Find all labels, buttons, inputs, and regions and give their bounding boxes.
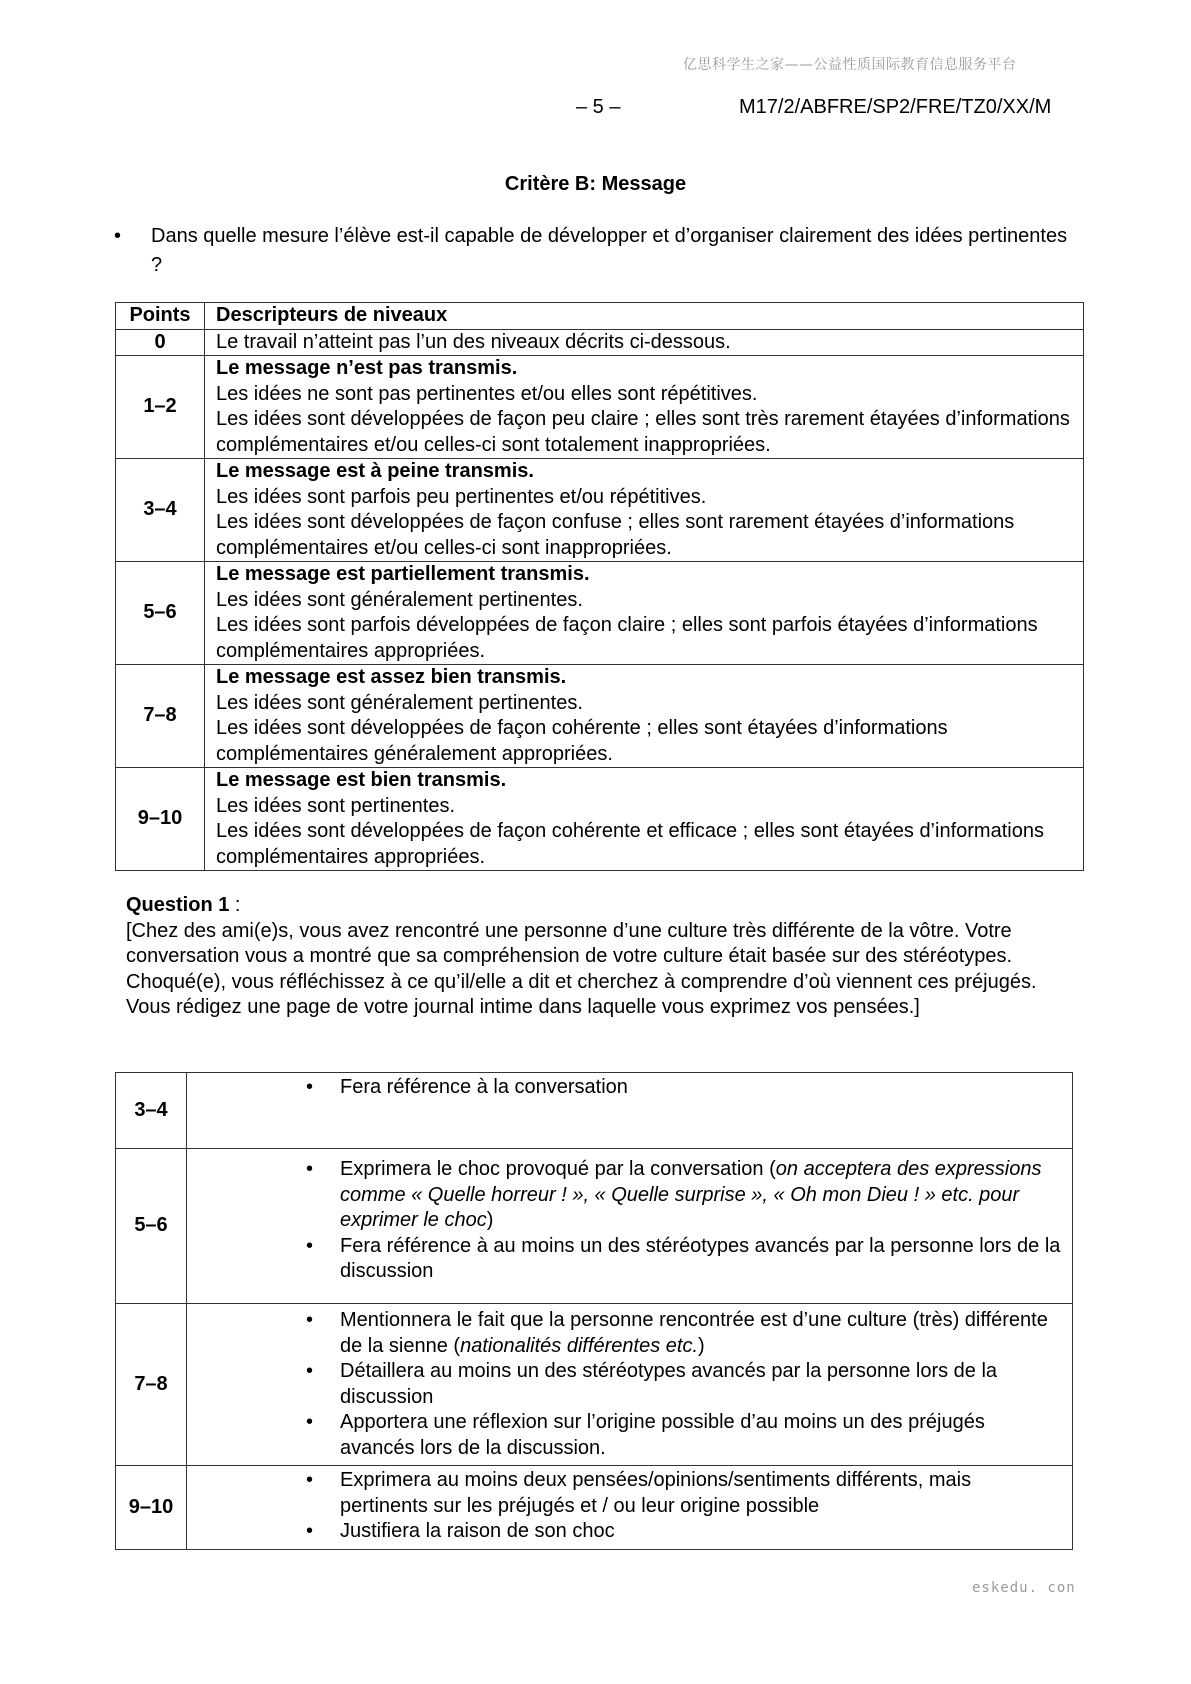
rubric-points: 9–10 xyxy=(116,768,205,871)
question-prompt: [Chez des ami(e)s, vous avez rencontré une personne d’une culture très différente de la vôtre. Votre conversation vous a montré que sa compréhension de votre culture était basée sur des stéréotypes. Choqué(e), vous réfléchissez à ce qu’il/elle a dit et cherchez à comprendre d’où viennent ces préjugés. Vous rédigez une page de votre journal intime dans laquelle vous exprimez vos pensées.] xyxy=(126,919,1037,1018)
bullet-icon: • xyxy=(306,1158,314,1180)
question-label: Question 1 xyxy=(126,894,230,916)
markscheme-list xyxy=(187,1308,1062,1461)
markscheme-item: • Détaillera au moins un des stéréotypes avancés par la personne lors de la discussion xyxy=(306,1360,998,1408)
rubric-row xyxy=(116,562,1084,665)
markscheme-list xyxy=(187,1075,1062,1101)
markscheme-content xyxy=(187,1304,1073,1466)
markscheme-list xyxy=(187,1468,1062,1545)
markscheme-row xyxy=(116,1466,1073,1550)
rubric-row xyxy=(116,459,1084,562)
bullet-icon: • xyxy=(306,1411,314,1433)
markscheme-item: • Justifiera la raison de son choc xyxy=(187,1519,1062,1545)
rubric-descriptor xyxy=(205,665,1084,768)
document-code: M17/2/ABFRE/SP2/FRE/TZ0/XX/M xyxy=(739,96,1052,118)
bullet-icon: • xyxy=(306,1520,314,1542)
markscheme-content xyxy=(187,1466,1073,1550)
rubric-line: Les idées sont développées de façon peu claire ; elles sont très rarement étayées d’informations complémentaires et/ou celles-ci sont totalement inappropriées. xyxy=(216,408,1070,456)
rubric-points: 0 xyxy=(116,329,205,356)
criterion-question-text: Dans quelle mesure l’élève est-il capable de développer et d’organiser clairement des idées pertinentes ? xyxy=(151,225,1068,276)
rubric-descriptor xyxy=(205,329,1084,356)
bullet-icon: • xyxy=(306,1234,314,1257)
page-number: – 5 – xyxy=(576,96,621,118)
markscheme-item: • Exprimera le choc provoqué par la conversation (on acceptera des expressions comme « Quelle horreur ! », « Quelle surprise », « Oh mon Dieu ! » etc. pour exprimer le choc) xyxy=(306,1158,1042,1231)
rubric-line: Les idées sont parfois peu pertinentes et/ou répétitives. xyxy=(216,485,707,508)
rubric-table xyxy=(115,302,1084,871)
rubric-line: Les idées ne sont pas pertinentes et/ou elles sont répétitives. xyxy=(216,382,758,405)
rubric-descriptor xyxy=(205,459,1084,562)
question-block xyxy=(126,893,1086,1021)
rubric-line: Les idées sont généralement pertinentes. xyxy=(216,588,583,611)
rubric-line: Les idées sont parfois développées de façon claire ; elles sont parfois étayées d’informations complémentaires appropriées. xyxy=(216,614,1038,662)
markscheme-points: 3–4 xyxy=(116,1073,187,1149)
rubric-descriptor xyxy=(205,356,1084,459)
bullet-icon: • xyxy=(306,1469,314,1491)
markscheme-table xyxy=(115,1072,1073,1550)
rubric-line: Les idées sont développées de façon cohérente et efficace ; elles sont étayées d’informations complémentaires appropriées. xyxy=(216,820,1044,868)
bullet-icon: • xyxy=(114,225,122,247)
question-colon: : xyxy=(229,894,241,916)
rubric-row xyxy=(116,356,1084,459)
rubric-points: 1–2 xyxy=(116,356,205,459)
markscheme-points: 9–10 xyxy=(116,1466,187,1550)
markscheme-points: 7–8 xyxy=(116,1304,187,1466)
rubric-lead: Le message est à peine transmis. xyxy=(216,460,534,482)
rubric-descriptor xyxy=(205,768,1084,871)
rubric-line: Les idées sont développées de façon cohérente ; elles sont étayées d’informations complémentaires généralement appropriées. xyxy=(216,717,948,765)
markscheme-item: • Mentionnera le fait que la personne rencontrée est d’une culture (très) différente de la sienne (nationalités différentes etc.) xyxy=(306,1309,1048,1357)
markscheme-item: • Fera référence à au moins un des stéréotypes avancés par la personne lors de la discussion xyxy=(306,1234,1061,1282)
rubric-line: Les idées sont pertinentes. xyxy=(216,794,456,817)
rubric-row xyxy=(116,665,1084,768)
rubric-row xyxy=(116,329,1084,356)
rubric-header-descriptor: Descripteurs de niveaux xyxy=(205,303,1084,330)
markscheme-points: 5–6 xyxy=(116,1149,187,1304)
criterion-question xyxy=(114,222,1074,280)
criterion-title: Critère B: Message xyxy=(504,173,687,195)
rubric-points: 7–8 xyxy=(116,665,205,768)
markscheme-row xyxy=(116,1304,1073,1466)
markscheme-content xyxy=(187,1149,1073,1304)
rubric-row xyxy=(116,768,1084,871)
bullet-icon: • xyxy=(306,1309,314,1331)
markscheme-row xyxy=(116,1073,1073,1149)
rubric-descriptor xyxy=(205,562,1084,665)
markscheme-row xyxy=(116,1149,1073,1304)
question-heading xyxy=(126,893,1086,919)
rubric-line: Les idées sont développées de façon confuse ; elles sont rarement étayées d’informations complémentaires et/ou celles-ci sont inappropriées. xyxy=(216,511,1015,559)
rubric-line: Les idées sont généralement pertinentes. xyxy=(216,691,583,714)
rubric-line: Le travail n’atteint pas l’un des niveaux décrits ci-dessous. xyxy=(216,330,731,353)
markscheme-item: • Fera référence à la conversation xyxy=(187,1075,1062,1101)
bullet-icon: • xyxy=(306,1360,314,1382)
footer-watermark: eskedu. con xyxy=(972,1580,1076,1596)
markscheme-content xyxy=(187,1073,1073,1149)
rubric-points: 3–4 xyxy=(116,459,205,562)
rubric-header-points: Points xyxy=(116,303,205,330)
rubric-lead: Le message est bien transmis. xyxy=(216,769,507,791)
markscheme-list xyxy=(187,1157,1062,1285)
rubric-points: 5–6 xyxy=(116,562,205,665)
bullet-icon: • xyxy=(306,1076,314,1098)
rubric-lead: Le message est partiellement transmis. xyxy=(216,563,590,585)
rubric-header-row xyxy=(116,303,1084,330)
markscheme-item: • Apportera une réflexion sur l’origine possible d’au moins un des préjugés avancés lors de la discussion. xyxy=(306,1411,985,1459)
rubric-lead: Le message est assez bien transmis. xyxy=(216,666,567,688)
header-watermark: 亿思科学生之家——公益性质国际教育信息服务平台 xyxy=(683,57,1017,73)
markscheme-item: • Exprimera au moins deux pensées/opinions/sentiments différents, mais pertinents sur les préjugés et / ou leur origine possible xyxy=(306,1469,972,1517)
rubric-lead: Le message n’est pas transmis. xyxy=(216,357,518,379)
